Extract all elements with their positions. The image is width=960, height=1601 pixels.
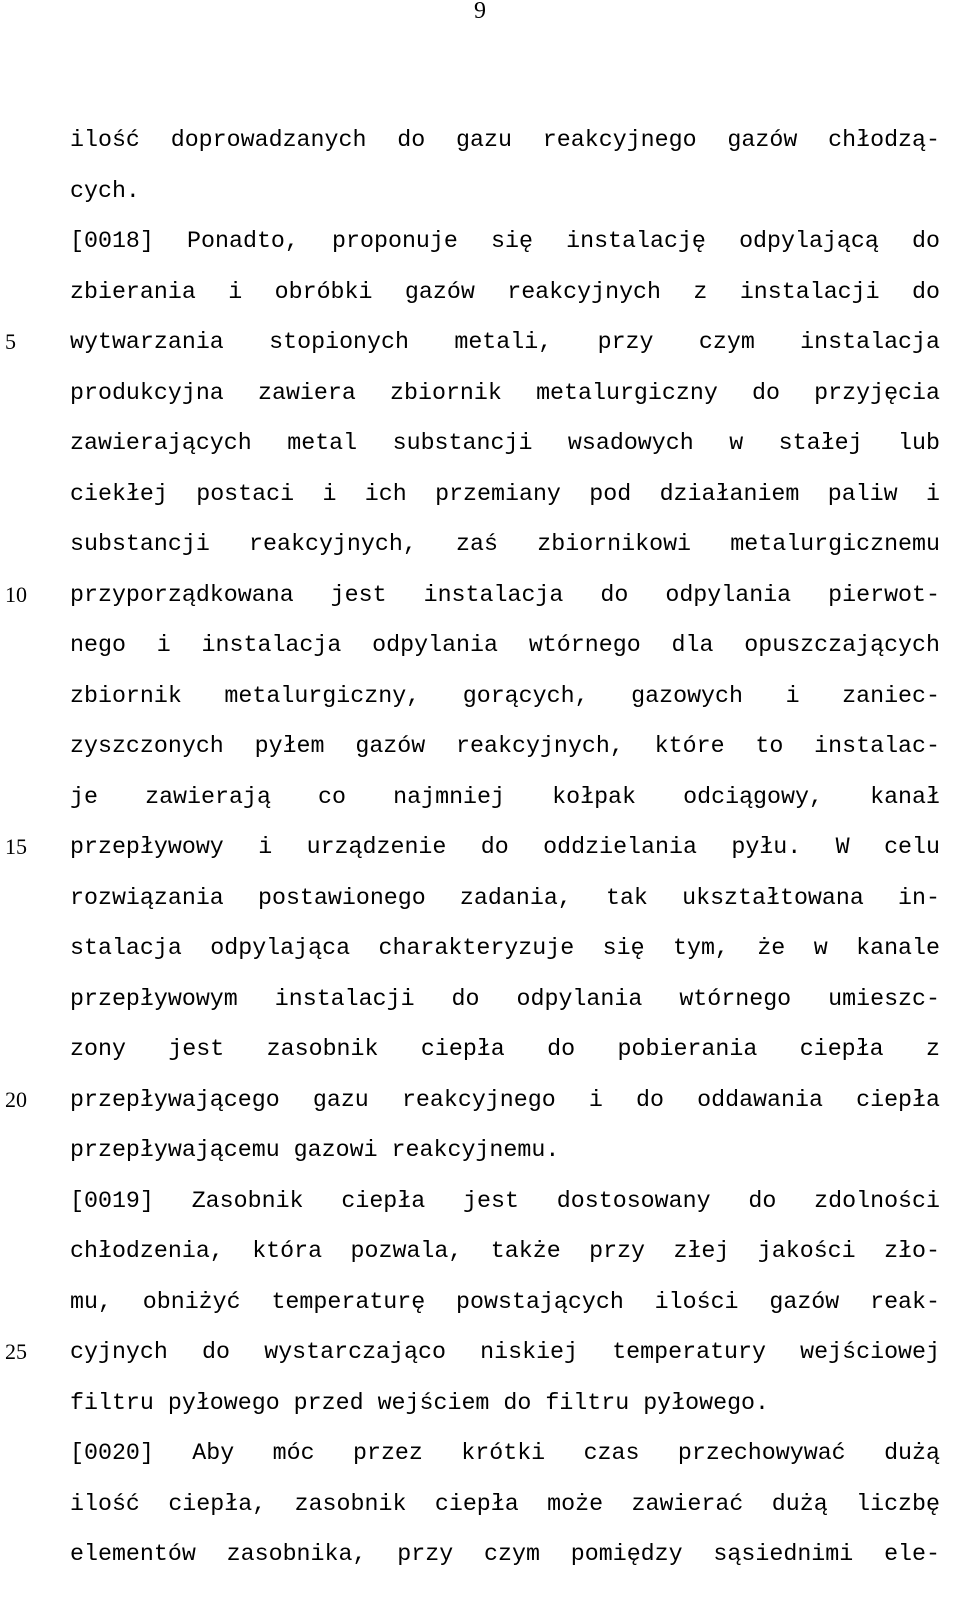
text-line: ilość ciepła, zasobnik ciepła może zawierać dużą liczbę	[70, 1490, 940, 1517]
text-line: zbierania i obróbki gazów reakcyjnych z instalacji do	[70, 278, 940, 305]
text-line: elementów zasobnika, przy czym pomiędzy sąsiednimi ele-	[70, 1541, 940, 1567]
line-number: 20	[5, 1086, 27, 1112]
text-line: nego i instalacja odpylania wtórnego dla opuszczających	[70, 632, 940, 658]
text-line: zbiornik metalurgiczny, gorących, gazowych i zaniec-	[70, 682, 940, 709]
line-number: 15	[5, 834, 27, 859]
line-number: 25	[5, 1339, 27, 1364]
text-line: wytwarzania stopionych metali, przy czym instalacja	[70, 329, 940, 355]
text-line: mu, obniżyć temperaturę powstających ilości gazów reak-	[70, 1288, 940, 1315]
text-line: cyjnych do wystarczająco niskiej temperatury wejściowej	[70, 1339, 940, 1365]
text-line: zony jest zasobnik ciepła do pobierania ciepła z	[70, 1036, 940, 1062]
text-line: przepływowym instalacji do odpylania wtórnego umieszc-	[70, 985, 940, 1012]
text-line: substancji reakcyjnych, zaś zbiornikowi metalurgicznemu	[70, 531, 940, 557]
text-line: [0020] Aby móc przez krótki czas przechowywać dużą	[70, 1440, 940, 1466]
text-line: rozwiązania postawionego zadania, tak ukształtowana in-	[70, 884, 940, 911]
text-line: chłodzenia, która pozwala, także przy złej jakości zło-	[70, 1238, 940, 1264]
text-line: zawierających metal substancji wsadowych w stałej lub	[70, 430, 940, 456]
text-line: przepływającemu gazowi reakcyjnemu.	[70, 1137, 560, 1163]
text-line: [0019] Zasobnik ciepła jest dostosowany do zdolności	[70, 1187, 940, 1214]
text-line: [0018] Ponadto, proponuje się instalację odpylającą do	[70, 228, 940, 254]
text-line: cych.	[70, 177, 140, 204]
text-line: przepływowy i urządzenie do oddzielania pyłu. W celu	[70, 834, 940, 860]
text-line: ilość doprowadzanych do gazu reakcyjnego gazów chłodzą-	[70, 127, 940, 153]
text-line: zyszczonych pyłem gazów reakcyjnych, które to instalac-	[70, 733, 940, 759]
text-line: filtru pyłowego przed wejściem do filtru pyłowego.	[70, 1389, 770, 1416]
line-number: 5	[5, 329, 16, 354]
text-line: ciekłej postaci i ich przemiany pod działaniem paliw i	[70, 480, 940, 507]
page-number: 9	[474, 0, 486, 24]
line-number: 10	[5, 581, 27, 607]
text-line: stalacja odpylająca charakteryzuje się tym, że w kanale	[70, 935, 940, 961]
text-line: produkcyjna zawiera zbiornik metalurgiczny do przyjęcia	[70, 379, 940, 406]
text-line: przyporządkowana jest instalacja do odpylania pierwot-	[70, 581, 940, 608]
text-line: je zawierają co najmniej kołpak odciągowy, kanał	[70, 783, 940, 810]
text-line: przepływającego gazu reakcyjnego i do oddawania ciepła	[70, 1086, 940, 1113]
